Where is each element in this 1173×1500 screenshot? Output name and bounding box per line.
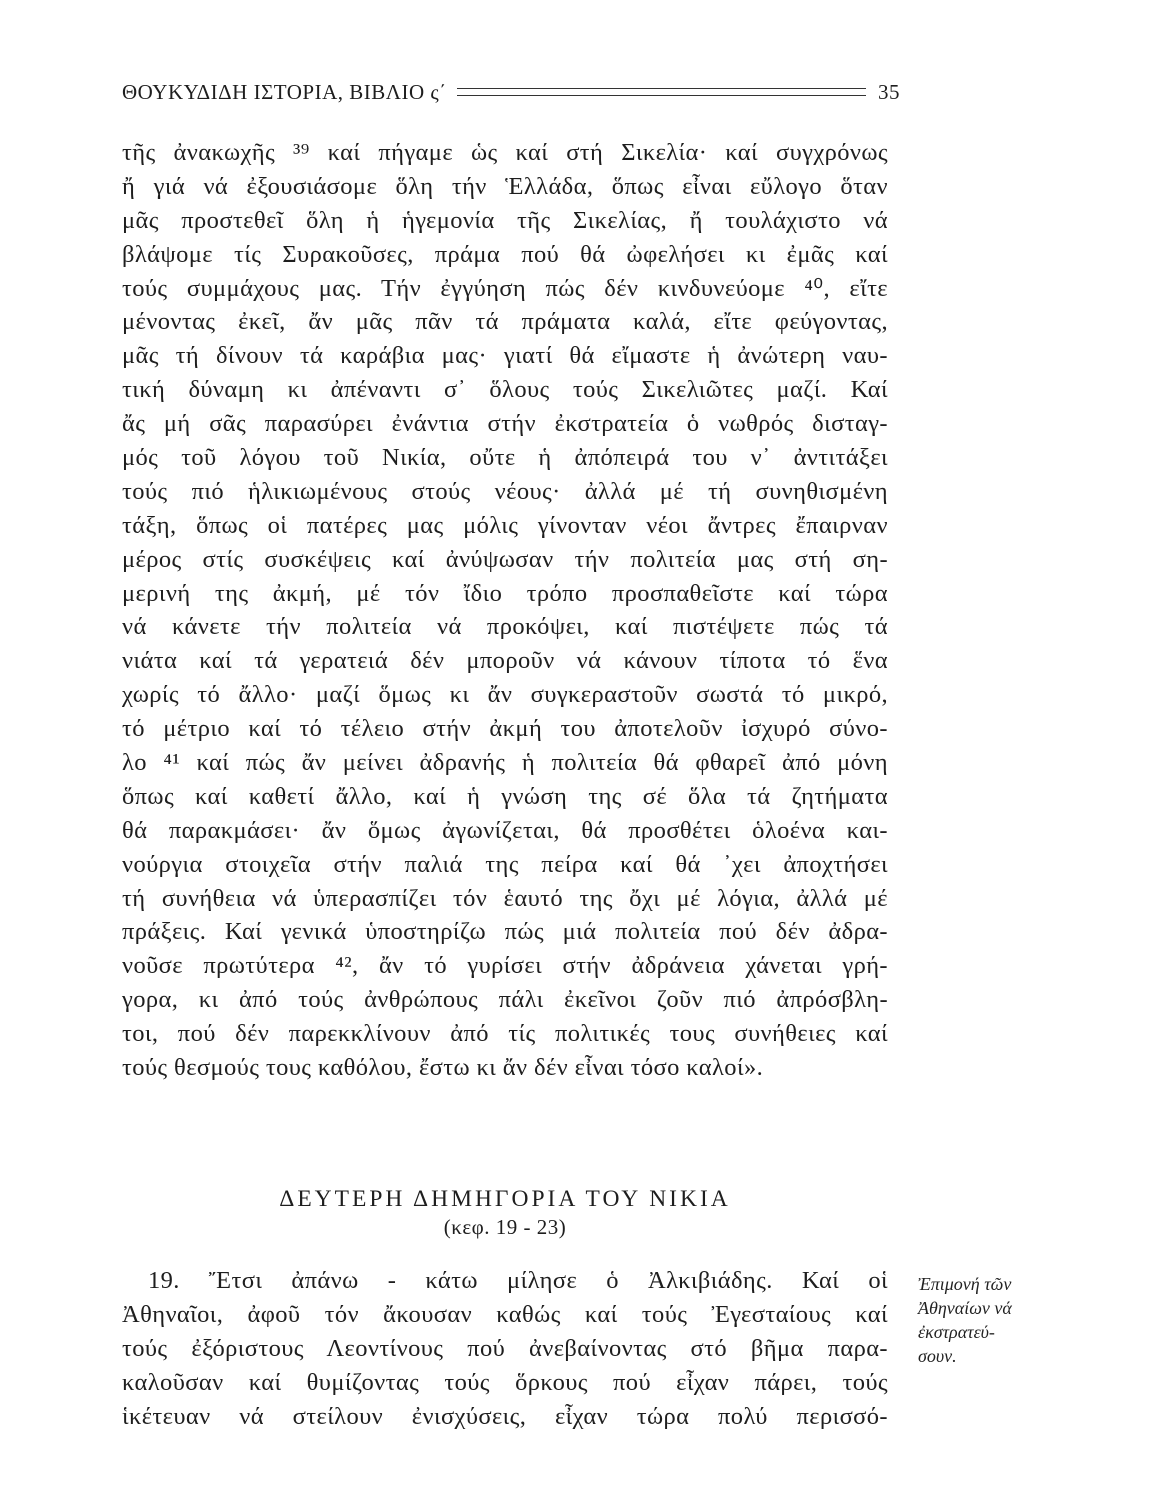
text-line: μένοντας ἐκεῖ, ἄν μᾶς πᾶν τά πράματα καλά, εἴτε φεύγοντας, [122, 308, 888, 336]
text-line: ἄς μή σᾶς παρασύρει ἐνάντια στήν ἐκστρατεία ὁ νωθρός δισταγ- [122, 410, 888, 438]
text-line: τούς ἐξόριστους Λεοντίνους πού ἀνεβαίνοντας στό βῆμα παρα- [122, 1334, 888, 1362]
text-line: μέρος στίς συσκέψεις καί ἀνύψωσαν τήν πολιτεία μας στή ση- [122, 545, 888, 573]
text-line: ἤ γιά νά ἐξουσιάσομε ὅλη τήν Ἑλλάδα, ὅπως εἶναι εὔλογο ὅταν [122, 172, 888, 200]
margin-note-line: ἐκστρατεύ- [918, 1322, 995, 1342]
text-line: τική δύναμη κι ἀπέναντι σ᾽ ὅλους τούς Σικελιῶτες μαζί. Καί [122, 376, 888, 404]
margin-note-line: Ἀθηναίων νά [918, 1298, 1012, 1318]
text-line: γορα, κι ἀπό τούς ἀνθρώπους πάλι ἐκεῖνοι ζοῦν πιό ἀπρόσβλη- [122, 986, 888, 1014]
text-line: Ἀθηναῖοι, ἀφοῦ τόν ἄκουσαν καθώς καί τούς Ἐγεσταίους καί [122, 1300, 888, 1328]
text-line: πράξεις. Καί γενικά ὑποστηρίζω πώς μιά πολιτεία πού δέν ἀδρα- [122, 918, 888, 946]
margin-note-line: σουν. [918, 1346, 957, 1366]
text-line: τάξη, ὅπως οἱ πατέρες μας μόλις γίνονταν νέοι ἄντρες ἔπαιρναν [122, 511, 888, 539]
text-line: βλάψομε τίς Συρακοῦσες, πράμα πού θά ὠφελήσει κι ἐμᾶς καί [122, 240, 888, 268]
text-line: θά παρακμάσει· ἄν ὅμως ἀγωνίζεται, θά προσθέτει ὁλοένα και- [122, 816, 888, 844]
text-line: καλοῦσαν καί θυμίζοντας τούς ὅρκους πού εἶχαν πάρει, τούς [122, 1368, 888, 1396]
text-line: νοῦσε πρωτύτερα ⁴², ἄν τό γυρίσει στήν ἀδράνεια χάνεται γρή- [122, 952, 888, 980]
text-line: τούς συμμάχους μας. Τήν ἐγγύηση πώς δέν κινδυνεύομε ⁴⁰, εἴτε [122, 274, 888, 302]
text-line: νούργια στοιχεῖα στήν παλιά της πείρα καί θά ᾽χει ἀποχτήσει [122, 850, 888, 878]
text-line: μᾶς προστεθεῖ ὅλη ἡ ἡγεμονία τῆς Σικελίας, ἤ τουλάχιστο νά [122, 206, 888, 234]
text-line: μός τοῦ λόγου τοῦ Νικία, οὔτε ἡ ἀπόπειρά του ν᾽ ἀντιτάξει [122, 444, 888, 472]
chapter-subtitle: (κεφ. 19 - 23) [443, 1215, 567, 1239]
text-line: τούς θεσμούς τους καθόλου, ἔστω κι ἄν δέν εἶναι τόσο καλοί». [122, 1054, 764, 1082]
text-line: τοι, πού δέν παρεκκλίνουν ἀπό τίς πολιτικές τους συνήθειες καί [122, 1020, 888, 1048]
text-line: χωρίς τό ἄλλο· μαζί ὅμως κι ἄν συγκεραστοῦν σωστά τό μικρό, [122, 681, 888, 709]
text-line: μᾶς τή δίνουν τά καράβια μας· γιατί θά εἴμαστε ἡ ἀνώτερη ναυ- [122, 342, 888, 370]
text-line: τό μέτριο καί τό τέλειο στήν ἀκμή του ἀποτελοῦν ἰσχυρό σύνο- [122, 715, 888, 743]
margin-note [918, 1272, 1098, 1368]
paragraph-alcibiades-speech [122, 136, 888, 1085]
text-line: ὅπως καί καθετί ἄλλο, καί ἡ γνώση της σέ ὅλα τά ζητήματα [122, 782, 888, 810]
header-double-rule [457, 88, 866, 96]
text-line: μερινή της ἀκμή, μέ τόν ἴδιο τρόπο προσπαθεῖστε καί τώρα [122, 579, 888, 607]
chapter-title: ΔΕΥΤΕΡΗ ΔΗΜΗΓΟΡΙΑ ΤΟΥ ΝΙΚΙΑ [279, 1186, 731, 1212]
text-line: τῆς ἀνακωχῆς ³⁹ καί πήγαμε ὡς καί στή Σικελία· καί συγχρόνως [122, 139, 888, 166]
chapter-heading [122, 1184, 888, 1240]
text-line: νιάτα καί τά γερατειά δέν μποροῦν νά κάνουν τίποτα τό ἕνα [122, 647, 888, 675]
margin-note-line: Ἐπιμονή τῶν [918, 1274, 1012, 1294]
header-title: ΘΟΥΚΥΔΙΔΗ ΙΣΤΟΡΙΑ, ΒΙΒΛΙΟ ς΄ [122, 79, 447, 104]
text-line: ἱκέτευαν νά στείλουν ἐνισχύσεις, εἶχαν τώρα πολύ περισσό- [122, 1402, 888, 1430]
text-line: 19. Ἔτσι ἀπάνω - κάτω μίλησε ὁ Ἀλκιβιάδης. Καί οἱ [148, 1267, 888, 1294]
text-line: τή συνήθεια νά ὑπερασπίζει τόν ἑαυτό της ὄχι μέ λόγια, ἀλλά μέ [122, 884, 888, 912]
paragraph-chapter-19 [122, 1264, 888, 1433]
text-line: νά κάνετε τήν πολιτεία νά προκόψει, καί πιστέψετε πώς τά [122, 613, 888, 641]
running-header [122, 78, 900, 106]
page-number: 35 [878, 79, 900, 104]
text-line: λο ⁴¹ καί πώς ἄν μείνει ἀδρανής ἡ πολιτεία θά φθαρεῖ ἀπό μόνη [122, 749, 888, 777]
text-line: τούς πιό ἡλικιωμένους στούς νέους· ἀλλά μέ τή συνηθισμένη [122, 477, 888, 505]
